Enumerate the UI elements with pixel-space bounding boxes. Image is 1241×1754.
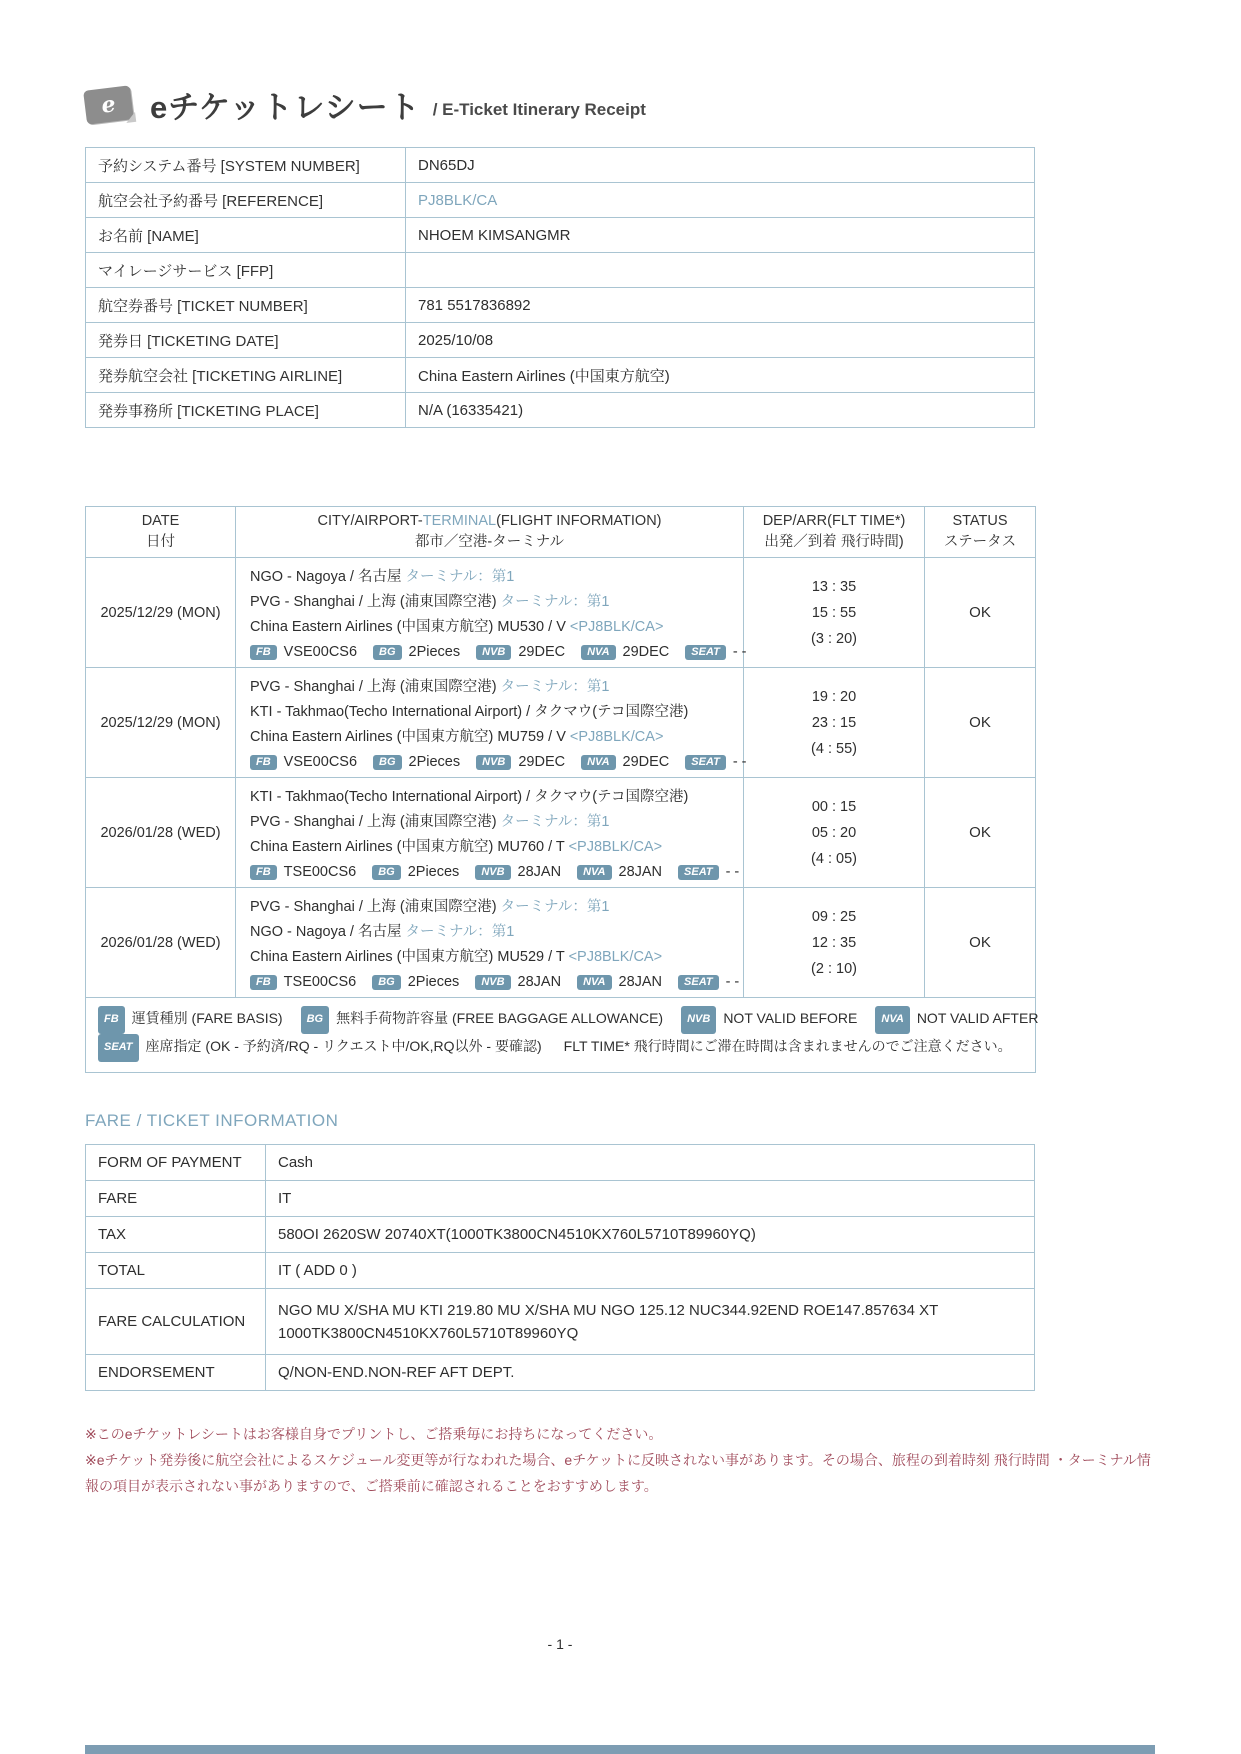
field-value-name: NHOEM KIMSANGMR [406,218,1035,253]
header-date [86,507,236,558]
field-value-reference: PJ8BLK/CA [406,183,1035,218]
page-title-japanese: eチケットレシート [150,90,421,125]
bg-badge: BG [372,865,401,880]
flight-city-cell [236,558,747,668]
flight-segment-row [86,668,1036,778]
field-label-ticketing-date: 発券日 [TICKETING DATE] [86,323,406,358]
flight-duration: (3 : 20) [811,630,857,647]
seat-value: - - [732,644,747,661]
fare-badges-line [250,753,747,771]
note-schedule-change: ※eチケット発券後に航空会社によるスケジュール変更等が行なわれた場合、eチケットに反映されない事があります。その場合、旅程の到着時刻 飛行時間 ・ターミナル情報の項目が表示されない事がありますので、ご搭乗前に確認されることをおすすめします。 [85,1452,1151,1495]
field-label-ticketing-place: 発券事務所 [TICKETING PLACE] [86,393,406,428]
seat-badge: SEAT [685,755,726,770]
fare-badges-line [250,863,740,881]
fare-basis-value: VSE00CS6 [283,644,358,661]
flight-times-cell [744,888,925,998]
field-value-form-of-payment: Cash [266,1145,1035,1181]
nvb-badge: NVB [476,755,511,770]
header-status-jp: ステータス [943,534,1017,551]
field-label-tax: TAX [86,1217,266,1253]
table-row [86,1181,1035,1217]
document-header [85,0,1155,127]
header-dep-jp: 出発／到着 飛行時間) [764,534,904,551]
departure-airport-line: NGO - Nagoya / 名古屋 ターミナル：第1 [250,569,515,586]
flight-city-cell [236,778,744,888]
nvb-badge: NVB [475,975,510,990]
fare-badges-line [250,643,747,661]
table-row [86,183,1035,218]
flight-date: 2025/12/29 (MON) [86,558,236,668]
nvb-legend: NOT VALID BEFORE [723,1010,858,1027]
status-value: OK [925,668,1036,778]
nvb-value: 28JAN [517,974,562,991]
baggage-value: 2Pieces [407,974,460,991]
table-row [86,1355,1035,1391]
arrival-airport-line: KTI - Takhmao(Techo International Airport) / タクマウ(テコ国際空港) [250,704,689,721]
flight-duration: (2 : 10) [811,960,857,977]
header-date-jp: 日付 [146,534,175,551]
airline-flight-line: China Eastern Airlines (中国東方航空) MU529 / T <PJ8BLK/CA> [250,949,663,966]
airline-flight-line: China Eastern Airlines (中国東方航空) MU759 / V <PJ8BLK/CA> [250,729,664,746]
nva-value: 29DEC [622,754,670,771]
departure-time: 09 : 25 [811,908,857,925]
field-value-endorsement: Q/NON-END.NON-REF AFT DEPT. [266,1355,1035,1391]
departure-airport-line: PVG - Shanghai / 上海 (浦東国際空港) ターミナル：第1 [250,899,610,916]
table-row [86,253,1035,288]
footer-notes [85,1421,1155,1499]
header-status-en: STATUS [952,513,1008,529]
nva-badge: NVA [577,975,611,990]
note-print-reminder: ※このeチケットレシートはお客様自身でプリントし、ご搭乗毎にお持ちになってください。 [85,1426,663,1443]
flight-segment-row [86,558,1036,668]
field-value-ticket-number: 781 5517836892 [406,288,1035,323]
table-row [86,218,1035,253]
table-row [86,323,1035,358]
header-city-en [238,511,741,532]
header-dep-en: DEP/ARR(FLT TIME*) [762,513,906,529]
baggage-value: 2Pieces [408,644,461,661]
field-label-ticket-number: 航空券番号 [TICKET NUMBER] [86,288,406,323]
airline-flight-line: China Eastern Airlines (中国東方航空) MU530 / V <PJ8BLK/CA> [250,619,664,636]
flight-table-header [86,507,1036,558]
field-value-fare: IT [266,1181,1035,1217]
departure-airport-line: KTI - Takhmao(Techo International Airport) / タクマウ(テコ国際空港) [250,789,689,806]
departure-time: 00 : 15 [811,798,857,815]
field-label-name: お名前 [NAME] [86,218,406,253]
header-dep-arr [744,507,925,558]
header-status [925,507,1036,558]
fb-badge: FB [250,755,277,770]
table-row [86,1289,1035,1355]
table-row [86,358,1035,393]
status-value: OK [925,888,1036,998]
arrival-time: 12 : 35 [811,934,857,951]
flight-segment-row [86,888,1036,998]
fb-badge: FB [250,865,277,880]
field-value-ticketing-place: N/A (16335421) [406,393,1035,428]
nvb-value: 29DEC [518,644,566,661]
nva-badge: NVA [581,755,615,770]
bg-badge: BG [373,755,402,770]
flight-times-cell [744,778,925,888]
departure-time: 13 : 35 [811,578,857,595]
table-row [86,288,1035,323]
flight-date: 2025/12/29 (MON) [86,668,236,778]
nva-badge: NVA [581,645,615,660]
fb-legend: 運賃種別 (FARE BASIS) [131,1010,283,1027]
table-row [86,393,1035,428]
arrival-airport-line: PVG - Shanghai / 上海 (浦東国際空港) ターミナル：第1 [250,594,610,611]
nva-legend: NOT VALID AFTER [916,1010,1039,1027]
header-city-part1: CITY/AIRPORT- [317,513,423,529]
seat-badge: SEAT [678,865,719,880]
nva-value: 28JAN [618,864,663,881]
nva-value: 29DEC [622,644,670,661]
fare-section-heading: FARE / TICKET INFORMATION [85,1111,339,1131]
flight-duration: (4 : 05) [811,850,857,867]
page-title-english: / E-Ticket Itinerary Receipt [432,99,646,119]
field-label-reference: 航空会社予約番号 [REFERENCE] [86,183,406,218]
nvb-value: 29DEC [518,754,566,771]
fb-badge: FB [250,975,277,990]
header-date-en: DATE [141,513,180,529]
field-value-tax: 580OI 2620SW 20740XT(1000TK3800CN4510KX760L5710T89960YQ) [266,1217,1035,1253]
arrival-time: 05 : 20 [811,824,857,841]
arrival-time: 15 : 55 [811,604,857,621]
status-value: OK [925,558,1036,668]
flight-segment-row [86,778,1036,888]
arrival-airport-line: NGO - Nagoya / 名古屋 ターミナル：第1 [250,924,515,941]
flight-date: 2026/01/28 (WED) [86,778,236,888]
field-label-form-of-payment: FORM OF PAYMENT [86,1145,266,1181]
bg-badge: BG [372,975,401,990]
page-number: - 1 - [547,1636,573,1652]
field-value-total: IT ( ADD 0 ) [266,1253,1035,1289]
booking-info-table [85,147,1035,428]
table-row [86,1145,1035,1181]
field-label-ticketing-airline: 発券航空会社 [TICKETING AIRLINE] [86,358,406,393]
bg-legend: 無料手荷物許容量 (FREE BAGGAGE ALLOWANCE) [336,1010,664,1027]
legend-line-2 [98,1034,1023,1062]
field-value-fare-calculation: NGO MU X/SHA MU KTI 219.80 MU X/SHA MU NGO 125.12 NUC344.92END ROE147.857634 XT 1000TK3800CN4510KX760L5710T89960YQ [266,1289,1035,1355]
bg-badge: BG [373,645,402,660]
nvb-value: 28JAN [517,864,562,881]
header-city-jp: 都市／空港-ターミナル [414,534,565,551]
field-label-total: TOTAL [86,1253,266,1289]
header-city-part2: (FLIGHT INFORMATION) [496,513,662,529]
header-city-terminal: TERMINAL [422,513,497,529]
fare-basis-value: TSE00CS6 [283,864,357,881]
seat-badge: SEAT [678,975,719,990]
flight-duration: (4 : 55) [811,740,857,757]
flight-city-cell [236,888,744,998]
field-label-fare: FARE [86,1181,266,1217]
field-value-ffp [406,253,1035,288]
seat-value: - - [725,864,740,881]
legend-row [86,998,1036,1073]
header-city [236,507,744,558]
field-label-system-number: 予約システム番号 [SYSTEM NUMBER] [86,148,406,183]
seat-badge: SEAT [685,645,726,660]
legend-cell [86,998,1039,1073]
field-label-endorsement: ENDORSEMENT [86,1355,266,1391]
seat-legend: 座席指定 (OK - 予約済/RQ - リクエスト中/OK,RQ以外 - 要確認) [145,1038,542,1055]
seat-value: - - [725,974,740,991]
flight-city-cell [236,668,747,778]
fare-basis-value: VSE00CS6 [283,754,358,771]
nvb-badge: NVB [681,1006,716,1034]
field-label-ffp: マイレージサービス [FFP] [86,253,406,288]
fb-badge: FB [250,645,277,660]
baggage-value: 2Pieces [407,864,460,881]
status-value: OK [925,778,1036,888]
flight-times-cell [744,668,925,778]
field-value-ticketing-date: 2025/10/08 [406,323,1035,358]
eticket-icon-letter: e [99,90,118,119]
flight-times-cell [744,558,925,668]
fare-badges-line [250,973,740,991]
eticket-icon [83,85,134,124]
nva-badge: NVA [577,865,611,880]
table-row [86,1217,1035,1253]
arrival-airport-line: PVG - Shanghai / 上海 (浦東国際空港) ターミナル：第1 [250,814,610,831]
flight-date: 2026/01/28 (WED) [86,888,236,998]
table-row [86,148,1035,183]
field-value-system-number: DN65DJ [406,148,1035,183]
footer-bar [85,1745,1155,1754]
table-row [86,1253,1035,1289]
airline-flight-line: China Eastern Airlines (中国東方航空) MU760 / T <PJ8BLK/CA> [250,839,663,856]
arrival-time: 23 : 15 [811,714,857,731]
nvb-badge: NVB [476,645,511,660]
fare-info-table [85,1144,1035,1391]
bg-badge: BG [301,1006,330,1034]
flt-time-note: FLT TIME* 飛行時間にご滞在時間は含まれませんのでご注意ください。 [563,1038,1012,1055]
flight-itinerary-table [85,506,1039,1073]
departure-time: 19 : 20 [811,688,857,705]
seat-value: - - [732,754,747,771]
nvb-badge: NVB [475,865,510,880]
fare-basis-value: TSE00CS6 [283,974,357,991]
nva-value: 28JAN [618,974,663,991]
seat-badge: SEAT [98,1034,139,1062]
field-value-ticketing-airline: China Eastern Airlines (中国東方航空) [406,358,1035,393]
field-label-fare-calculation: FARE CALCULATION [86,1289,266,1355]
fb-badge: FB [98,1006,125,1034]
baggage-value: 2Pieces [408,754,461,771]
nva-badge: NVA [875,1006,909,1034]
departure-airport-line: PVG - Shanghai / 上海 (浦東国際空港) ターミナル：第1 [250,679,610,696]
legend-line-1 [98,1006,1039,1034]
